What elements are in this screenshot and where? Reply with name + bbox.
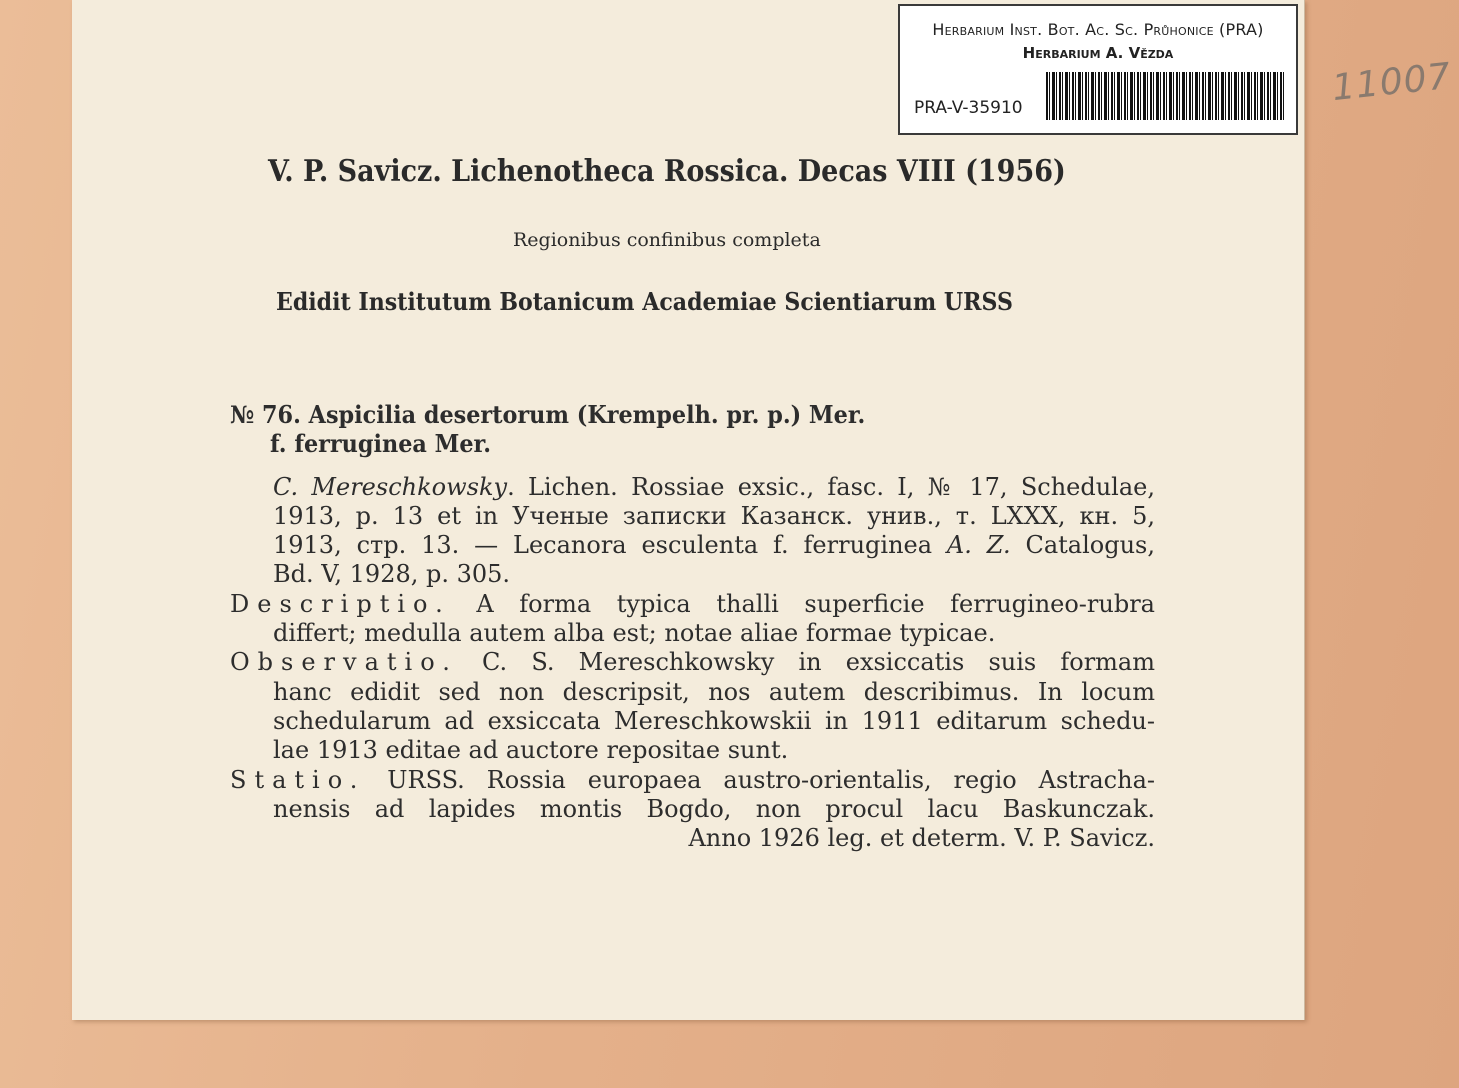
descriptio-heading: Descriptio. <box>230 589 451 618</box>
observatio-line-4: lae 1913 editae ad auctore repositae sunt. <box>273 736 789 765</box>
observatio-heading: Observatio. <box>230 648 458 677</box>
reference-line-3-a: 1913, стр. 13. — Lecanora esculenta f. ferruginea <box>273 531 947 560</box>
reference-line-3-author: A. Z. <box>946 531 1011 560</box>
label-title: V. P. Savicz. Lichenotheca Rossica. Decas VIII (1956) <box>268 154 1066 189</box>
label-editor: Edidit Institutum Botanicum Academiae Scientiarum URSS <box>276 287 1013 316</box>
reference-line-1-rest: . Lichen. Rossiae exsic., fasc. I, № 17, Schedulae, <box>507 472 1156 501</box>
observatio-line-1 <box>230 648 1155 677</box>
collector-line: Anno 1926 leg. et determ. V. P. Savicz. <box>688 824 1155 853</box>
observatio-line-2: hanc edidit sed non descripsit, nos autem describimus. In locum <box>273 677 1155 706</box>
label-entry <box>230 400 1155 853</box>
barcode-icon <box>1046 72 1286 120</box>
statio-heading: Statio. <box>230 765 366 794</box>
descriptio-line-2: differt; medulla autem alba est; notae aliae formae typicae. <box>273 619 996 648</box>
descriptio-text-1: A forma typica thalli superficie ferrugineo-rubra <box>450 589 1155 618</box>
statio-line-2: nensis ad lapides montis Bogdo, non procul lacu Baskunczak. <box>273 794 1155 823</box>
reference-author: C. Mereschkowsky <box>273 472 508 501</box>
entry-form-line: f. ferruginea Mer. <box>269 429 492 459</box>
reference-line-4: Bd. V, 1928, p. 305. <box>273 560 511 589</box>
observatio-text-1: C. S. Mereschkowsky in exsiccatis suis formam <box>457 648 1155 677</box>
stamp-herbarium-name: Herbarium A. Vězda <box>1022 44 1174 62</box>
reference-line-3-b: Catalogus, <box>1010 531 1155 560</box>
observatio-line-3: schedularum ad exsiccata Mereschkowskii in 1911 editarum schedu- <box>273 706 1155 735</box>
reference-line-1 <box>230 473 1155 502</box>
herbarium-stamp <box>898 4 1298 135</box>
label-subtitle: Regionibus confinibus completa <box>513 229 821 251</box>
entry-number-line: № 76. Aspicilia desertorum (Krempelh. pr. p.) Mer. <box>230 400 866 429</box>
stamp-institution: Herbarium Inst. Bot. Ac. Sc. Průhonice (PRA) <box>932 20 1264 39</box>
specimen-id: PRA-V-35910 <box>914 98 1023 118</box>
statio-text-1: URSS. Rossia europaea austro-orientalis, regio Astracha- <box>365 765 1155 794</box>
entry-gap <box>230 459 1155 473</box>
reference-line-3 <box>230 531 1155 560</box>
statio-line-1 <box>230 766 1155 795</box>
reference-line-2: 1913, p. 13 et in Ученые записки Казанск. унив., т. LXXX, кн. 5, <box>273 501 1155 530</box>
handwritten-number: 11007 <box>1330 55 1454 110</box>
descriptio-line-1 <box>230 590 1155 619</box>
